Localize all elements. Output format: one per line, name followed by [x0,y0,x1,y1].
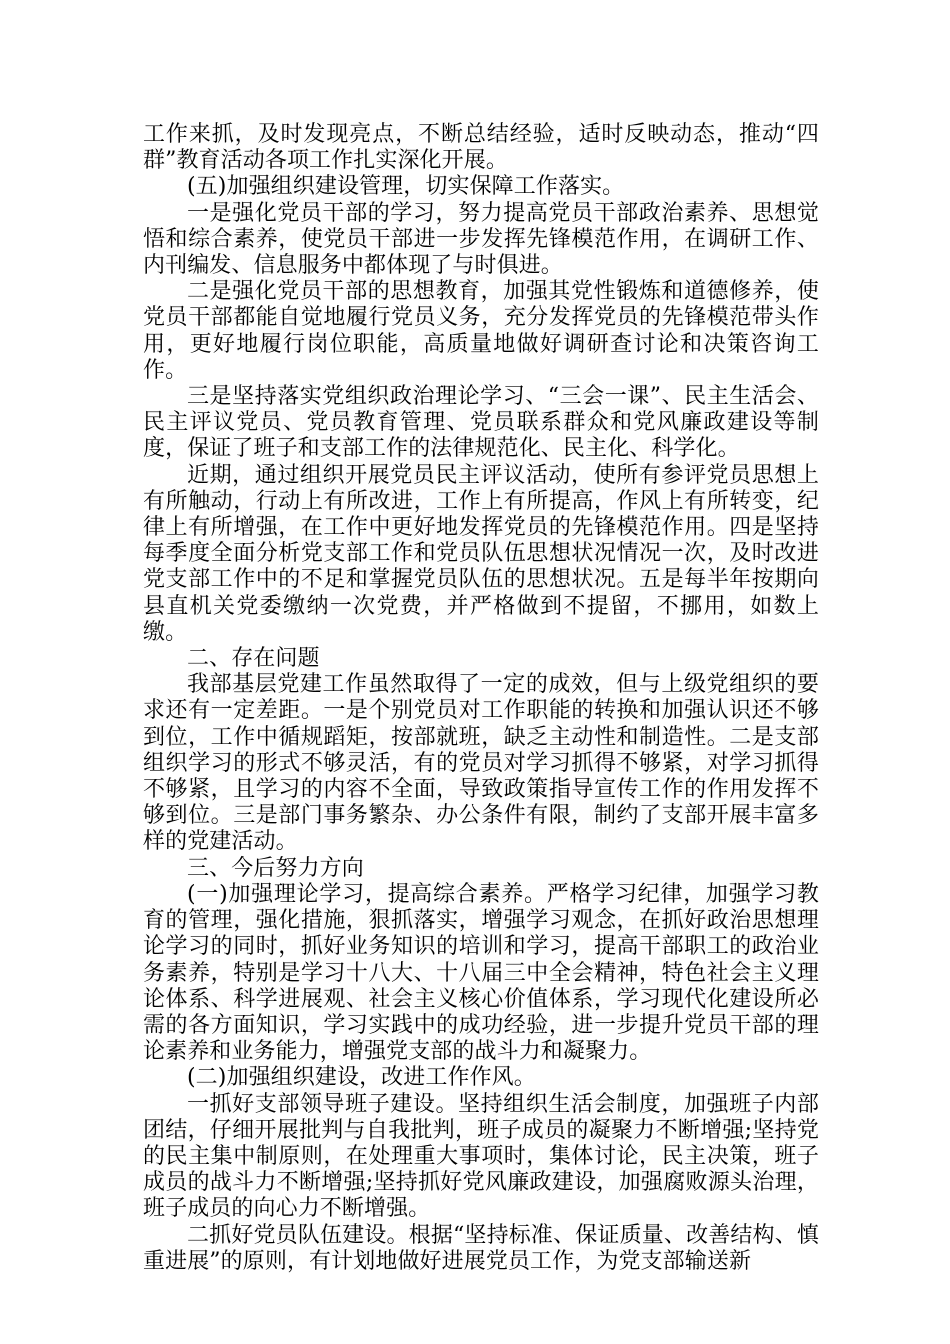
section-heading-problems: 二、存在问题 [187,646,320,672]
paragraph-theory-study: (一)加强理论学习，提高综合素养。严格学习纪律，加强学习教育的管理，强化措施，狠抓落实，增强学习观念，在抓好政治思想理论学习的同时，抓好业务知识的培训和学习，提高干部职工的政治业务素养，特别是学习十八大、十八届三中全会精神，特色社会主义理论体系、科学进展观、社会主义核心价值体系，学习现代化建设所必需的各方面知识，学习实践中的成功经验，进一步提升党员干部的理论素养和业务能力，增强党支部的战斗力和凝聚力。 [143,881,819,1065]
paragraph-item-2: 二是强化党员干部的思想教育，加强其党性锻炼和道德修养，使党员干部都能自觉地履行党员义务，充分发挥党员的先锋模范带头作用，更好地履行岗位职能，高质量地做好调研查讨论和决策咨询工作。 [143,279,819,383]
document-body [143,122,819,1275]
section-heading-organization: (二)加强组织建设，改进工作作风。 [187,1065,536,1091]
paragraph-item-3: 三是坚持落实党组织政治理论学习、“三会一课”、民主生活会、民主评议党员、党员教育管理、党员联系群众和党风廉政建设等制度，保证了班子和支部工作的法律规范化、民主化、科学化。 [143,384,819,462]
paragraph-problems: 我部基层党建工作虽然取得了一定的成效，但与上级党组织的要求还有一定差距。一是个别党员对工作职能的转换和加强认识还不够到位，工作中循规蹈矩，按部就班，缺乏主动性和制造性。二是支部组织学习的形式不够灵活，有的党员对学习抓得不够紧，对学习抓得不够紧，且学习的内容不全面，导致政策指导宣传工作的作用发挥不够到位。三是部门事务繁杂、办公条件有限，制约了支部开展丰富多样的党建活动。 [143,672,819,855]
paragraph-leadership: 一抓好支部领导班子建设。坚持组织生活会制度，加强班子内部团结，仔细开展批判与自我批判，班子成员的凝聚力不断增强;坚持党的民主集中制原则，在处理重大事项时，集体讨论，民主决策，班子成员的战斗力不断增强;坚持抓好党风廉政建设，加强腐败源头治理，班子成员的向心力不断增强。 [143,1091,819,1222]
section-heading-5: (五)加强组织建设管理，切实保障工作落实。 [187,174,625,200]
paragraph-item-1: 一是强化党员干部的学习，努力提高党员干部政治素养、思想觉悟和综合素养，使党员干部进一步发挥先锋模范作用，在调研工作、内刊编发、信息服务中都体现了与时俱进。 [143,200,819,279]
section-heading-future: 三、今后努力方向 [187,855,364,881]
paragraph-recent: 近期，通过组织开展党员民主评议活动，使所有参评党员思想上有所触动，行动上有所改进，工作上有所提高，作风上有所转变，纪律上有所增强，在工作中更好地发挥党员的先锋模范作用。四是坚持每季度全面分析党支部工作和党员队伍思想状况情况一次，及时改进党支部工作中的不足和掌握党员队伍的思想状况。五是每半年按期向县直机关党委缴纳一次党费，并严格做到不提留，不挪用，如数上缴。 [143,462,819,645]
paragraph-members: 二抓好党员队伍建设。根据“坚持标准、保证质量、改善结构、慎重进展”的原则，有计划地做好进展党员工作，为党支部输送新 [143,1222,819,1274]
paragraph-continuation: 工作来抓，及时发现亮点，不断总结经验，适时反映动态，推动“四群”教育活动各项工作扎实深化开展。 [143,122,819,174]
